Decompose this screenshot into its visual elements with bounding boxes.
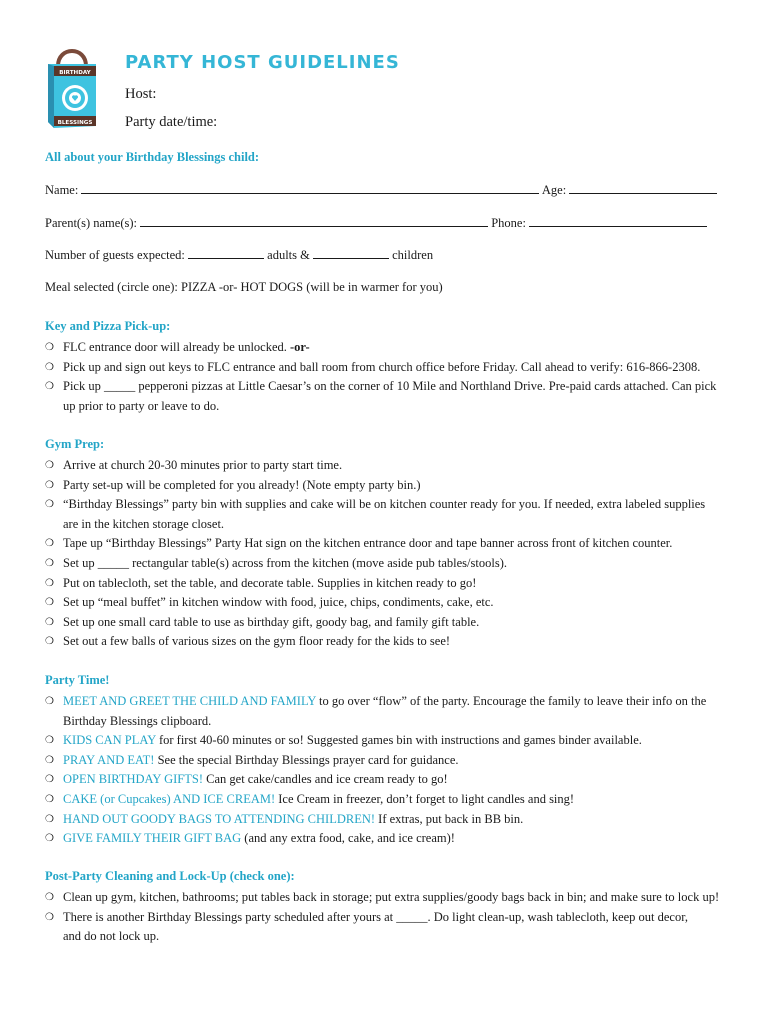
list-item: ❍ MEET AND GREET THE CHILD AND FAMILY to go over “flow” of the party. Encourage the family to leave their info on the	[45, 692, 735, 712]
guests-row	[45, 247, 433, 263]
list-item-continued: and do not lock up.	[63, 929, 160, 944]
list-item: ❍ HAND OUT GOODY BAGS TO ATTENDING CHILDREN! If extras, put back in BB bin.	[45, 810, 735, 830]
list-item: ❍ FLC entrance door will already be unlocked. -or-	[45, 338, 735, 358]
checkbox-circle-icon[interactable]: ❍	[45, 793, 54, 805]
adults-label: adults &	[267, 248, 310, 262]
name-label: Name:	[45, 183, 79, 197]
list-item: ❍ Set out a few balls of various sizes on the gym floor ready for the kids to see!	[45, 632, 735, 652]
checkbox-circle-icon[interactable]: ❍	[45, 616, 54, 628]
name-field[interactable]	[81, 182, 539, 194]
checkbox-circle-icon[interactable]: ❍	[45, 636, 54, 648]
list-item-continued: up prior to party or leave to do.	[63, 398, 220, 413]
list-item: ❍ Arrive at church 20-30 minutes prior to party start time.	[45, 456, 735, 476]
list-item: ❍ Clean up gym, kitchen, bathrooms; put tables back in storage; put extra supplies/goody bags back in bin; and make sure to lock up!	[45, 888, 735, 908]
age-label: Age:	[541, 183, 567, 197]
checkbox-circle-icon[interactable]: ❍	[45, 342, 54, 353]
parents-label: Parent(s) name(s):	[45, 216, 137, 230]
parents-row	[45, 215, 707, 231]
list-item: ❍ GIVE FAMILY THEIR GIFT BAG (and any extra food, cake, and ice cream)!	[45, 829, 735, 849]
age-field[interactable]	[569, 182, 717, 194]
checkbox-circle-icon[interactable]: ❍	[45, 538, 54, 550]
parents-field[interactable]	[140, 215, 488, 227]
list-item: ❍ CAKE (or Cupcakes) AND ICE CREAM! Ice Cream in freezer, don’t forget to light candles and sing!	[45, 790, 735, 810]
key-pickup-title: Key and Pizza Pick-up:	[45, 319, 171, 333]
logo-bottom-text: BLESSINGS	[57, 120, 93, 126]
gym-prep-title: Gym Prep:	[45, 437, 105, 451]
guests-label: Number of guests expected:	[45, 248, 185, 262]
list-item: ❍ Set up _____ rectangular table(s) across from the kitchen (move aside pub tables/stools).	[45, 554, 735, 574]
host-label: Host:	[125, 86, 157, 102]
logo-top-text: BIRTHDAY	[59, 70, 91, 76]
adults-count-field[interactable]	[188, 247, 264, 259]
cleanup-list	[45, 888, 735, 947]
list-item: ❍ “Birthday Blessings” party bin with supplies and cake will be on kitchen counter ready for you. If needed, extra labeled supplies	[45, 495, 735, 515]
phone-field[interactable]	[529, 215, 707, 227]
list-item: ❍ PRAY AND EAT! See the special Birthday Blessings prayer card for guidance.	[45, 751, 735, 771]
checkbox-circle-icon[interactable]: ❍	[45, 577, 54, 589]
checkbox-circle-icon[interactable]: ❍	[45, 499, 54, 511]
page-title: PARTY HOST GUIDELINES	[125, 52, 400, 73]
list-item-continued: are in the kitchen storage closet.	[63, 516, 225, 531]
party-time-title: Party Time!	[45, 673, 110, 687]
children-label: children	[392, 248, 434, 262]
name-row	[45, 182, 717, 198]
checkbox-circle-icon[interactable]: ❍	[45, 813, 54, 825]
checkbox-circle-icon[interactable]: ❍	[45, 911, 54, 923]
checkbox-circle-icon[interactable]: ❍	[45, 774, 54, 786]
list-item: ❍ Put on tablecloth, set the table, and decorate table. Supplies in kitchen ready to go!	[45, 574, 735, 594]
key-pickup-list	[45, 338, 735, 416]
list-item: ❍ Pick up _____ pepperoni pizzas at Little Caesar’s on the corner of 10 Mile and Northland Drive. Pre-paid cards attached. Can pick	[45, 377, 735, 397]
list-item: ❍ Tape up “Birthday Blessings” Party Hat sign on the kitchen entrance door and tape banner across front of kitchen counter.	[45, 534, 735, 554]
checkbox-circle-icon[interactable]: ❍	[45, 892, 54, 903]
list-item: ❍ Set up “meal buffet” in kitchen window with food, juice, chips, condiments, cake, etc.	[45, 593, 735, 613]
gym-prep-list	[45, 456, 735, 652]
list-item: ❍ KIDS CAN PLAY for first 40-60 minutes or so! Suggested games bin with instructions and games binder available.	[45, 731, 735, 751]
checkbox-circle-icon[interactable]: ❍	[45, 696, 54, 707]
list-item: ❍ Pick up and sign out keys to FLC entrance and ball room from church office before Friday. Call ahead to verify: 616-866-2308.	[45, 358, 735, 378]
birthday-blessings-logo	[44, 44, 100, 130]
list-item: ❍ Party set-up will be completed for you already! (Note empty party bin.)	[45, 476, 735, 496]
checkbox-circle-icon[interactable]: ❍	[45, 597, 54, 609]
checkbox-circle-icon[interactable]: ❍	[45, 557, 54, 569]
children-count-field[interactable]	[313, 247, 389, 259]
list-item: ❍ Set up one small card table to use as birthday gift, goody bag, and family gift table.	[45, 613, 735, 633]
checkbox-circle-icon[interactable]: ❍	[45, 479, 54, 491]
checkbox-circle-icon[interactable]: ❍	[45, 460, 54, 471]
checkbox-circle-icon[interactable]: ❍	[45, 754, 54, 766]
list-item: ❍ OPEN BIRTHDAY GIFTS! Can get cake/candles and ice cream ready to go!	[45, 770, 735, 790]
list-item: ❍ There is another Birthday Blessings party scheduled after yours at _____. Do light clean-up, wash tablecloth, keep out decor,	[45, 908, 735, 928]
cleanup-title: Post-Party Cleaning and Lock-Up (check one):	[45, 869, 295, 883]
meal-selection: Meal selected (circle one): PIZZA -or- HOT DOGS (will be in warmer for you)	[45, 280, 443, 294]
party-date-label: Party date/time:	[125, 114, 218, 130]
phone-label: Phone:	[491, 216, 526, 230]
about-section-title: All about your Birthday Blessings child:	[45, 150, 260, 164]
party-time-list	[45, 692, 735, 849]
list-item-continued: Birthday Blessings clipboard.	[63, 713, 212, 728]
checkbox-circle-icon[interactable]: ❍	[45, 381, 54, 393]
checkbox-circle-icon[interactable]: ❍	[45, 833, 54, 845]
checkbox-circle-icon[interactable]: ❍	[45, 361, 54, 373]
checkbox-circle-icon[interactable]: ❍	[45, 735, 54, 747]
